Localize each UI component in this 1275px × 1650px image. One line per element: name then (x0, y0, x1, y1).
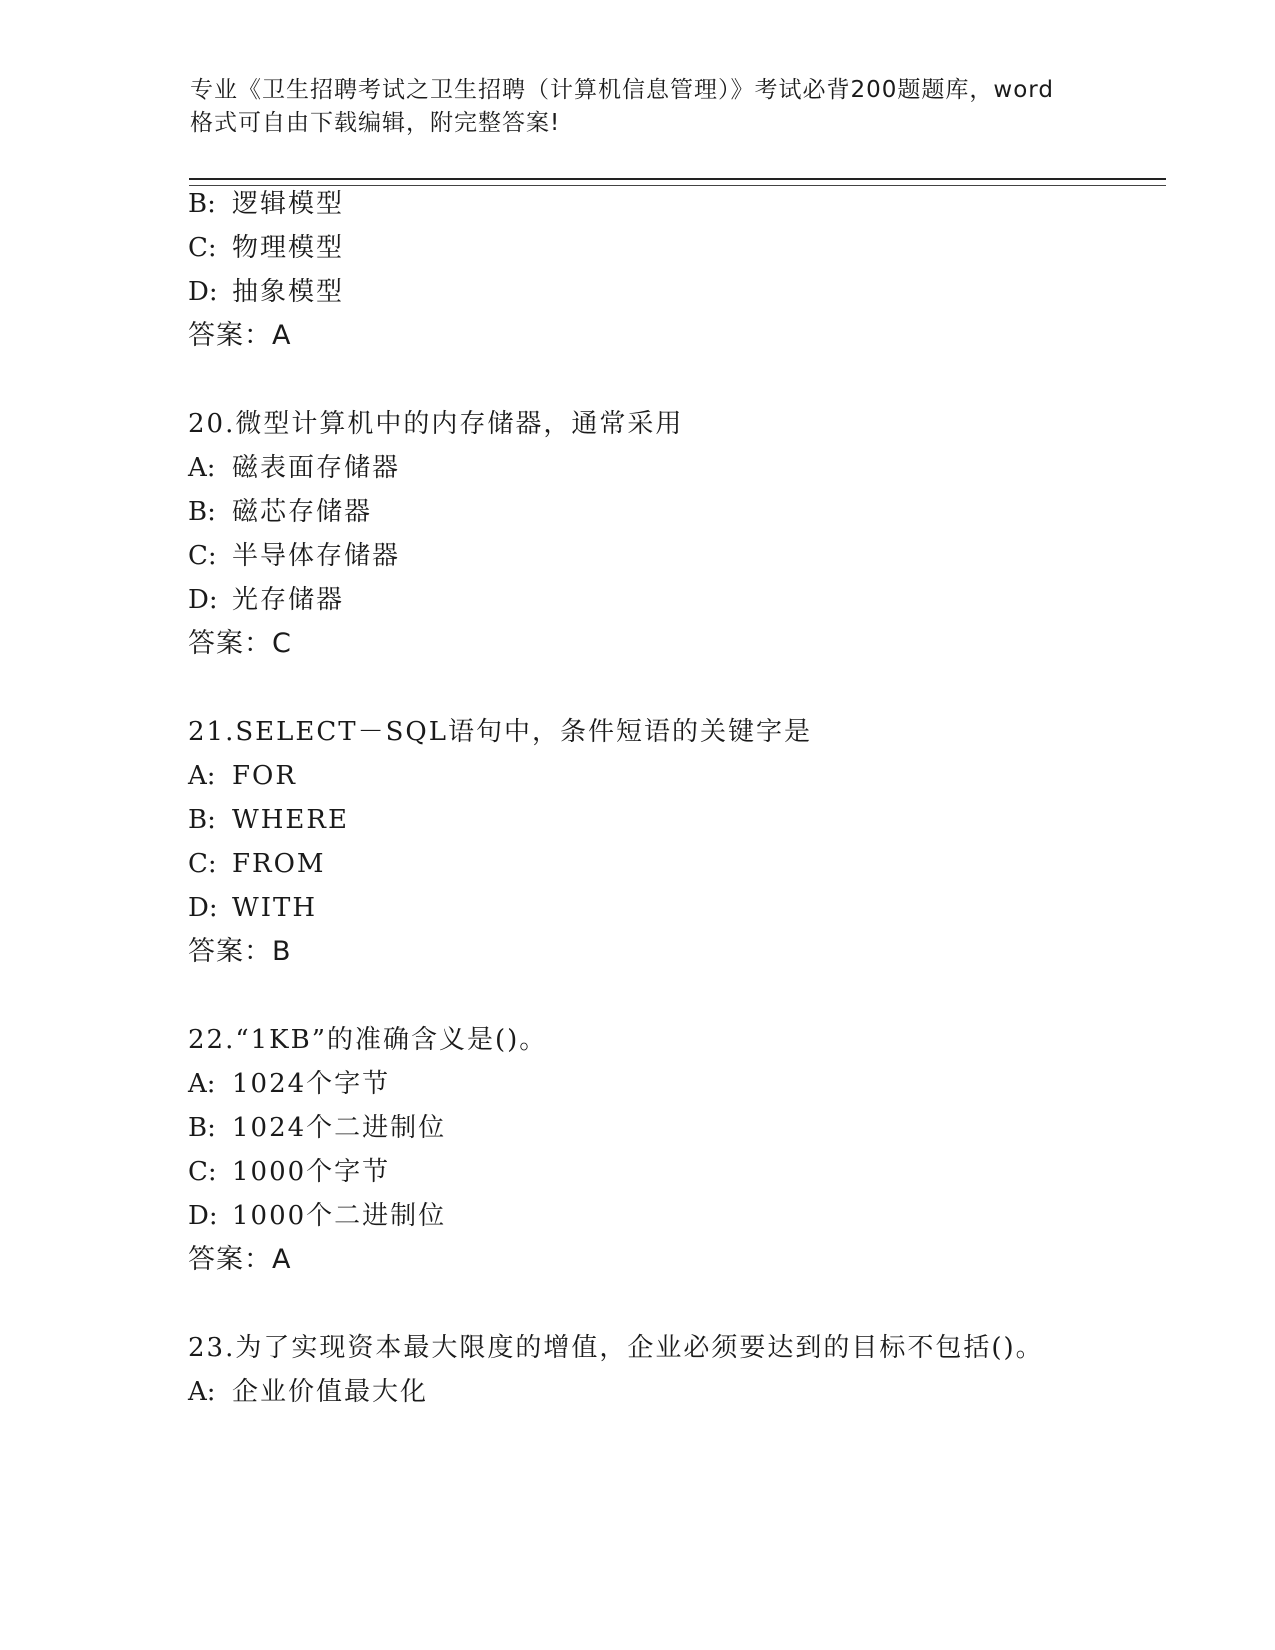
q21-answer: 答案：B (188, 936, 292, 967)
q23-option-a (188, 1376, 428, 1408)
option-text: 抽象模型 (232, 277, 345, 307)
q20-question: 20.微型计算机中的内存储器，通常采用 (188, 409, 684, 439)
option-label: D: (188, 277, 218, 307)
header-rule-thick (189, 178, 1166, 180)
option-text: 1000个字节 (232, 1157, 391, 1187)
q19-option-b (188, 188, 344, 220)
option-label: B: (188, 805, 216, 835)
option-label: B: (188, 189, 216, 219)
q20-option-c (188, 540, 400, 572)
q22-question: 22.“1KB”的准确含义是()。 (188, 1025, 548, 1055)
option-text: 1000个二进制位 (232, 1201, 447, 1231)
q21-option-d (188, 892, 317, 924)
q23-question: 23.为了实现资本最大限度的增值，企业必须要达到的目标不包括()。 (188, 1333, 1044, 1363)
document-header (190, 74, 1090, 140)
q19-answer: 答案：A (188, 320, 292, 351)
option-text: 逻辑模型 (232, 189, 345, 219)
option-label: B: (188, 497, 216, 527)
option-text: WHERE (232, 805, 349, 835)
option-label: D: (188, 585, 218, 615)
q22-answer: 答案：A (188, 1244, 292, 1275)
q22-option-d (188, 1200, 446, 1232)
option-label: B: (188, 1113, 216, 1143)
header-rule-thin (189, 185, 1166, 186)
option-label: A: (188, 453, 216, 483)
q22-option-b (188, 1112, 446, 1144)
q19-option-d (188, 276, 344, 308)
q21-option-c (188, 848, 326, 880)
option-label: C: (188, 541, 217, 571)
q21-option-b (188, 804, 349, 836)
option-text: 磁芯存储器 (232, 497, 373, 527)
q21-question: 21.SELECT－SQL语句中，条件短语的关键字是 (188, 717, 813, 747)
option-label: D: (188, 893, 218, 923)
q20-option-d (188, 584, 344, 616)
q22-option-c (188, 1156, 390, 1188)
q20-option-a (188, 452, 400, 484)
option-label: D: (188, 1201, 218, 1231)
option-label: A: (188, 761, 216, 791)
q20-option-b (188, 496, 372, 528)
q19-option-c (188, 232, 344, 264)
option-text: 物理模型 (232, 233, 345, 263)
option-label: A: (188, 1069, 216, 1099)
option-text: FOR (232, 761, 297, 791)
header-line-1: 专业《卫生招聘考试之卫生招聘（计算机信息管理）》考试必背200题题库，word (190, 77, 1054, 103)
q21-option-a (188, 760, 297, 792)
q20-answer: 答案：C (188, 628, 292, 659)
option-text: 1024个字节 (232, 1069, 391, 1099)
header-line-2: 格式可自由下载编辑，附完整答案! (190, 110, 561, 136)
option-text: 1024个二进制位 (232, 1113, 447, 1143)
option-text: 半导体存储器 (232, 541, 401, 571)
option-label: C: (188, 1157, 217, 1187)
option-label: C: (188, 233, 217, 263)
option-label: C: (188, 849, 217, 879)
option-text: 企业价值最大化 (232, 1377, 429, 1407)
option-label: A: (188, 1377, 216, 1407)
q22-option-a (188, 1068, 390, 1100)
option-text: 光存储器 (232, 585, 345, 615)
option-text: 磁表面存储器 (232, 453, 401, 483)
option-text: FROM (232, 849, 326, 879)
option-text: WITH (232, 893, 318, 923)
